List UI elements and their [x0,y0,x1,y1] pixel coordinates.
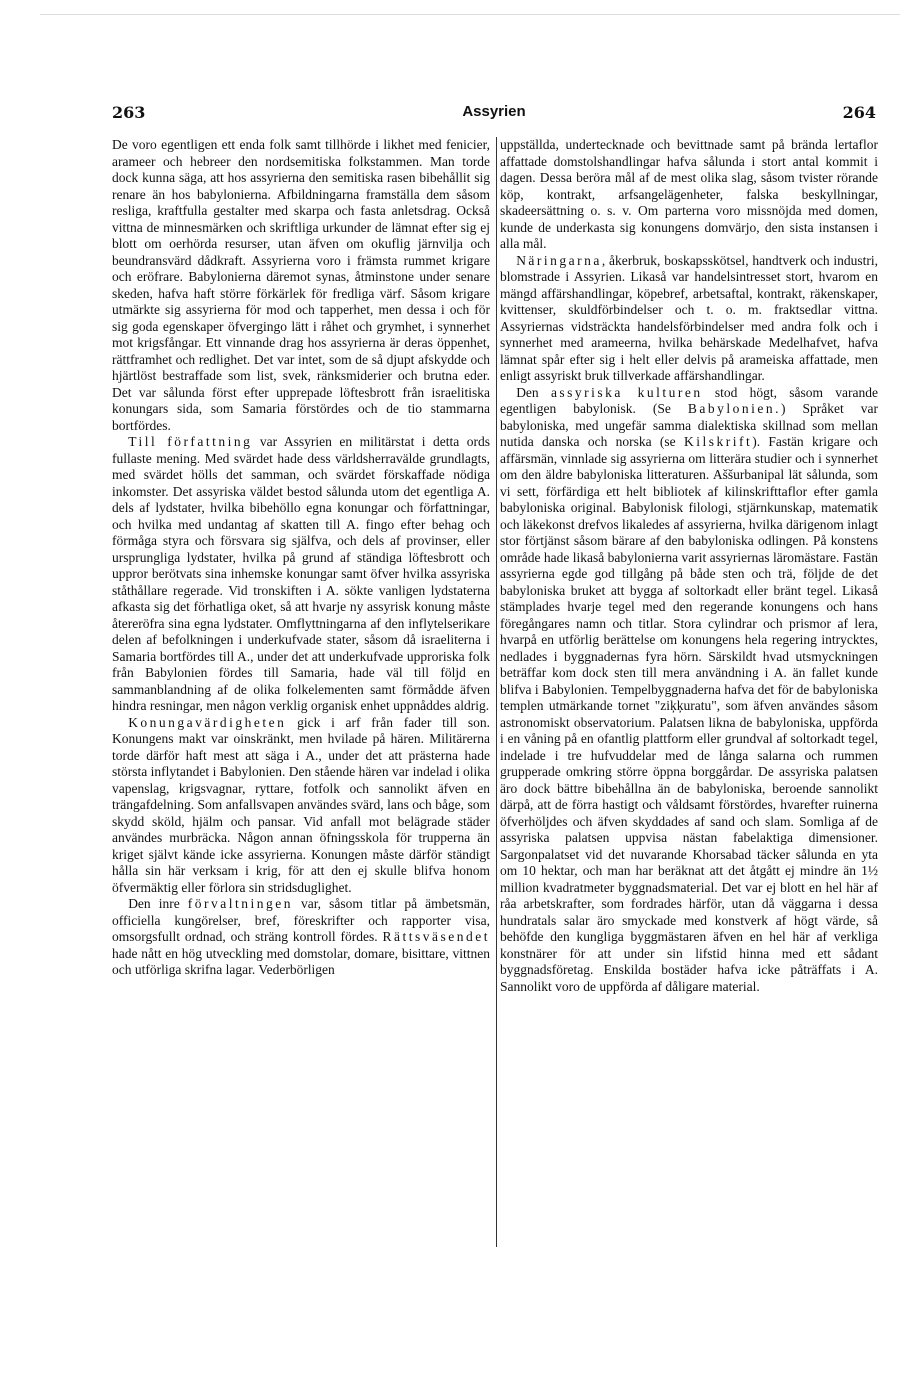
column-divider [496,137,497,1247]
page-number-right: 264 [842,103,876,122]
paragraph-trades-text: , åkerbruk, boskapsskötsel, handtverk och industri, blomstrade i Assyrien. Likaså var handelsintresset stort, hvarom en mängd affärshandlingar, köpebref, arbetsaftal, kontrakt, räkenskaper, kvittenser, skuldförbindelser och t. o. m. fraktsedlar vittna. Assyriernas vidsträckta handelsförbindelser med andra folk och i synnerhet med arameerna, hvilka behärskade Medelhafvet, hafva lämnat spår efter sig i helt eller delvis på arameiska affattade, men enligt assyriskt bruk tillverkade affärshandlingar. [500,252,878,383]
term-constitution: Till författning [128,434,253,449]
paragraph-culture-language: ) Språket var babyloniska, med ungefär samma dialektiska skillnad som mellan nutida danska och norska (se [500,401,878,449]
paragraph-justice-text: hade nått en hög utveckling med domstolar, domare, bisittare, vittnen och utförliga skrifna lagar. Vederbörligen [112,945,490,977]
running-head-title: Assyrien [462,103,526,120]
paragraph-culture [500,385,878,996]
term-justice: Rättsväsendet [382,929,490,944]
paragraph-culture-intro: Den [516,384,551,400]
paragraph-courts: uppställda, undertecknade och bevittnade samt på brända lertaflor affattade domstolshandlingar hafva sålunda i stort antal kommit i dagen. Dessa beröra mål af de mest olika slag, såsom tvister rörande köp, kontrakt, arfsangelägenheter, falska beskyllningar, skadeersättning o. s. v. Om parterna voro missnöjda med domen, kunde de underkasta sig konungens domvärjo, den sista instansen i alla mål. [500,137,878,251]
paragraph-trades [500,253,878,385]
paragraph-culture-rest: ). Fastän krigare och affärsmän, vinnlade sig assyrierna om litterära studier och i synnerhet om den äldre babyloniska litteraturen. Aššurbanipal lät sålunda, som vi sett, förfärdiga ett helt bibliotek af kilinskrifttaflor efter gamla babyloniska original. Babylonisk filologi, stjärnkunskap, matematik och läkekonst drefvos likaledes af assyrierna, hvilka därigenom inlagt stor förtjänst såsom bärare af den babyloniska odlingen. På konstens område hade likaså babylonierna varit assyriernas läromästare. Fastän assyrierna egde god tillgång på både sten och trä, följde de det babyloniska bruket att bygga af soltorkadt eller bränt tegel. Likaså stämplades hvarje tegel med den regerande konungens och hans föregångares namn och titlar. Stora cylindrar och prismor af lera, hvarpå en utförlig berättelse om konungens hela regering intrycktes, nedlades i byggnadernas fyra hörn. Särskildt hvad utsmyckningen beträffar kom dock sten till mera användning i A. än fallet kunde blifva i Babylonien. Tempelbyggnaderna hafva det för de babyloniska templen utmärkande tornet "ziķķuratu", som äfven användes såsom astronomiskt observatorium. Palatsen likna de babyloniska, uppförda i en våning på en ofantlig plattform eller grundval af soltorkadt tegel, indelade i tre hufvuddelar med de långa salarna och rummen grupperade omkring större öppna borggårdar. De assyriska palatsen äro dock bättre bibehållna än de babyloniska, beroende sannolikt därpå, att de förra hastigt och våldsamt förstördes, hvarefter ruinerna öfverhöljdes och äfven skyddades af sand och slam. Somliga af de assyriska palatsen uppvisa nästan fabelaktiga dimensioner. Sargonpalatset vid det nuvarande Khorsabad täcker sålunda en yta om 10 hektar, och man har beräknat att det åtgått ej mindre än 1½ million kvadratmeter byggnadsmaterial. Det var ej blott en hel här af råa arbetskrafter, som fordrades härför, utan då väggarna i dessa hundratals salar äro smyckade med konstverk af högt värde, så behöfde den kungliga byggmästaren äfven en hel här af verkliga konstnärer för att under sin lifstid hinna med ett sådant byggnadsföretag. Enskilda bostäder hafva icke påträffats i A. Sannolikt voro de uppförda af dåligare material. [500,434,878,994]
cross-reference-babylonien: Babylonien. [687,401,781,416]
paragraph-administration [112,896,490,979]
paragraph-constitution-text: var Assyrien en militärstat i detta ords fullaste mening. Med svärdet hade dess världsherravälde grundlagts, med svärdet hölls det samman, och svärdet förskaffade nödiga inkomster. Det assyriska väldet bestod sålunda utom det egentliga A. dels af lydstater, hvilka bibehöllo egna konungar och författningar, och hvilka med undantag af skatten till A. fingo efter behag och förmåga styra och försvara sig själfva, och dels af provinser, eller ursprungliga lydstater, hvilka på grund af ständiga löftesbrott och uppror berötvats sina inhemske konungar samt öfver hvilka assyriska ståthållare regerade. Vid tronskiften i A. sökte vanligen lydstaterna afkasta sig det förhatliga oket, så att hvarje ny assyrisk konung måste återeröfra sina egna lydstater. Omflyttningarna af den inflytelserikare delen af befolkningen i underkufvade stater, såsom då israeliterna i Samaria bortfördes till A., under det att underkufvade upproriska folk från Babylonien fördes till Samaria, hade väl till följd en sammanblandning af de olika folkelementen samt förmådde äfven hindra resningar, men någon verklig organisk enhet uppnåddes aldrig. [112,434,490,713]
paragraph-people: De voro egentligen ett enda folk samt tillhörde i likhet med fenicier, arameer och hebreer den nordsemitiska folkstammen. Man torde dock kunna säga, att hos assyrierna den semitiska rasen bibehållit sig renare än hos babylonierna. Afbildningarna framställa dem såsom resliga, kraftfulla gestalter med skarpa och fasta anletsdrag. Också vittna de minnesmärken och skriftliga urkunder de lämnat efter sig ej blott om oerhörda resurser, utan äfven om okuflig järnvilja och beundransvärd dådkraft. Assyrierna voro i främsta rummet krigare och eröfrare. Babylonierna däremot synas, åtminstone under senare skeden, hafva haft större förkärlek för fredliga värf. Såsom krigare utmärkte sig assyrierna för mod och tapperhet, men dessa i och för sig goda egenskaper öfvergingo lätt i råhet och grymhet, i synnerhet mot krigsfångar. Ett vinnande drag hos assyrierna är deras öppenhet, rättframhet och redlighet. Det var intet, som de så djupt afskydde och hjärtlöst bestraffade som list, svek, ränksmiderier och brutna eder. Det var sålunda först efter upprepade löftesbrott från israelitiska konungars sida, som Samaria förstördes och de tio stammarna bortfördes. [112,137,490,433]
paragraph-constitution [112,434,490,715]
paragraph-administration-intro: Den inre [128,896,188,911]
scan-top-edge [40,14,900,15]
term-trades: Näringarna [516,252,602,268]
left-column [112,137,490,1247]
paragraph-administration-text: var, såsom titlar på ämbetsmän, officiella kungörelser, bref, föreskrifter och rapporter visa, omsorgsfullt ordnad, och sträng kontroll fördes. [112,896,490,944]
cross-reference-kilskrift: Kilskrift [683,434,753,449]
term-administration: förvaltningen [187,896,293,911]
page-number-left: 263 [112,103,146,122]
paragraph-kingship [112,715,490,897]
term-kingship: Konungavärdigheten [128,714,287,730]
paragraph-kingship-text: gick i arf från fader till son. Konungens makt var oinskränkt, men hvilade på hären. Militärerna torde därför haft mest att säga i A., under det att prästerna hade största inflytandet i Babylonien. Den stående hären var indelad i olika vapenslag, krigsvagnar, ryttare, fotfolk och sannolikt äfven en trängafdelning. Som anfallsvapen användes svärd, lans och båge, som skydd sköld, hjälm och pansar. Vid anfall mot belägrade städer användes murbräcka. Någon annan öfningsskola för trupperna än kriget självt kände icke assyrierna. Konungen måste därför ständigt hålla sin här verksam i krig, för att den ej skulle blifva honom öfvermäktig eller förlora sin stridsduglighet. [112,714,490,895]
page-header [112,103,876,125]
paragraph-culture-text: stod högt, såsom varande egentligen babylonisk. (Se [500,384,878,416]
right-column [500,137,878,1247]
term-culture: assyriska kulturen [550,384,703,400]
